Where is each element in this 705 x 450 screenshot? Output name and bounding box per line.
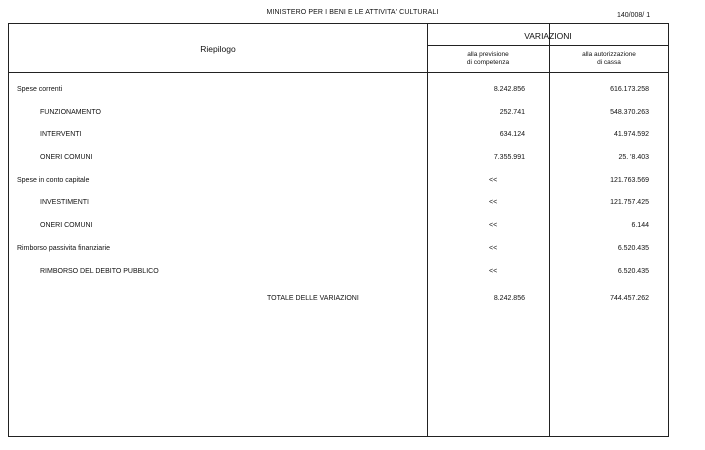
competenza-header-line1: alla previsione xyxy=(467,51,509,58)
total-label: TOTALE DELLE VARIAZIONI xyxy=(267,295,359,302)
competenza-column-header xyxy=(427,51,549,66)
row-competenza-value: << xyxy=(489,177,498,184)
table-row-rimborso-passivita xyxy=(9,244,668,254)
row-label: RIMBORSO DEL DEBITO PUBBLICO xyxy=(40,268,159,275)
row-cassa-value: 41.974.592 xyxy=(613,131,649,138)
table-row-spese-correnti xyxy=(9,85,668,95)
table-row-oneri-comuni xyxy=(9,153,668,163)
row-label: Rimborso passivita finanziarie xyxy=(17,245,110,252)
row-label: Spese correnti xyxy=(17,86,63,93)
total-cassa-value: 744.457.262 xyxy=(610,295,649,302)
row-cassa-value: 6.520.435 xyxy=(617,245,649,252)
row-cassa-value: 6.520.435 xyxy=(617,268,649,275)
table-row-rimborso-debito xyxy=(9,267,668,277)
row-cassa-value: 616.173.258 xyxy=(610,86,649,93)
row-label: ONERI COMUNI xyxy=(40,222,93,229)
cassa-header-line2: di cassa xyxy=(597,58,621,66)
row-competenza-value: << xyxy=(489,245,498,252)
table-row-oneri-comuni-capitale xyxy=(9,221,668,231)
row-competenza-value: << xyxy=(489,268,498,275)
competenza-header-line2: di competenza xyxy=(466,58,510,66)
row-label: ONERI COMUNI xyxy=(40,154,93,161)
row-cassa-value: 121.763.569 xyxy=(610,177,649,184)
header-divider xyxy=(9,72,668,73)
table-row-funzionamento xyxy=(9,108,668,118)
table-row-spese-conto-capitale xyxy=(9,176,668,186)
ministry-title: MINISTERO PER I BENI E LE ATTIVITA' CULTURALI xyxy=(266,9,439,16)
row-competenza-value: 634.124 xyxy=(499,131,525,138)
row-cassa-value: 548.370.263 xyxy=(610,109,649,116)
row-cassa-value: 6.144 xyxy=(631,222,649,229)
row-competenza-value: << xyxy=(489,199,498,206)
row-cassa-value: 121.757.425 xyxy=(610,199,649,206)
row-competenza-value: 252.741 xyxy=(499,109,525,116)
table-row-totale xyxy=(9,294,668,304)
cassa-header-line1: alla autorizzazione xyxy=(582,51,636,58)
total-competenza-value: 8.242.856 xyxy=(493,295,525,302)
row-competenza-value: 7.355.991 xyxy=(493,154,525,161)
table-row-investimenti xyxy=(9,198,668,208)
variazioni-divider xyxy=(427,45,668,46)
table-row-interventi xyxy=(9,130,668,140)
page-code: 140/008/ 1 xyxy=(617,12,651,19)
row-competenza-value: << xyxy=(489,222,498,229)
cassa-column-header xyxy=(549,51,669,66)
variazioni-heading: VARIAZIONI xyxy=(524,31,572,41)
row-competenza-value: 8.242.856 xyxy=(493,86,525,93)
riepilogo-heading: Riepilogo xyxy=(200,44,236,54)
summary-table xyxy=(8,23,669,437)
row-cassa-value: 25. '8.403 xyxy=(618,154,649,161)
row-label: FUNZIONAMENTO xyxy=(40,109,101,116)
row-label: Spese in conto capitale xyxy=(17,177,90,184)
row-label: INTERVENTI xyxy=(40,131,82,138)
row-label: INVESTIMENTI xyxy=(40,199,90,206)
